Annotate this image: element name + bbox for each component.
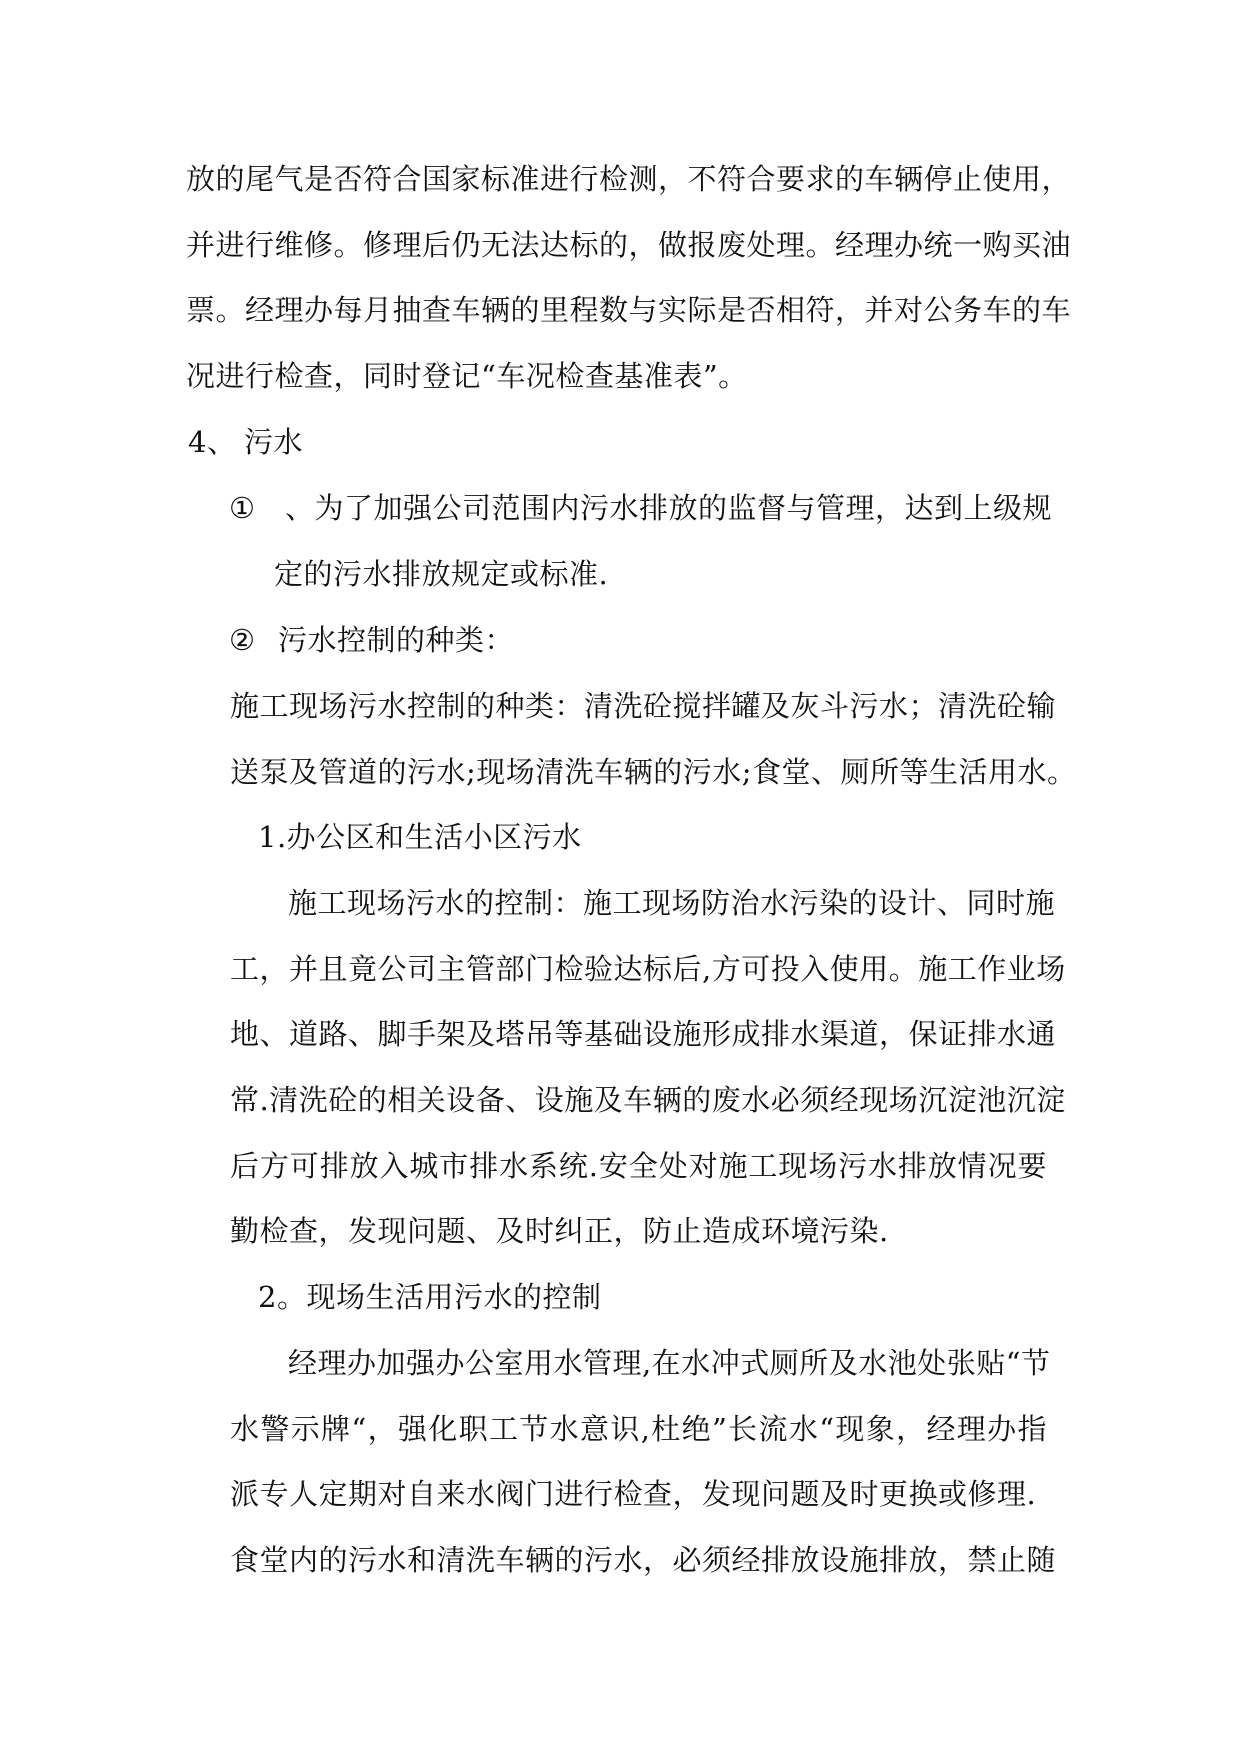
list-marker: ① [229,491,256,525]
paragraph-line: 并进行维修。修理后仍无法达标的，做报废处理。经理办统一购买油 [186,228,1072,262]
paragraph-line: 票。经理办每月抽查车辆的里程数与实际是否相符，并对公务车的车 [186,293,1072,327]
list-item-text: 、为了加强公司范围内污水排放的监督与管理，达到上级规 [285,491,1053,525]
list-item-text: 污水控制的种类： [278,623,515,657]
paragraph-line: 放的尾气是否符合国家标准进行检测，不符合要求的车辆停止使用， [186,162,1072,196]
paragraph-line: 后方可排放入城市排水系统.安全处对施工现场污水排放情况要 [230,1149,1047,1183]
paragraph-line: 水警示牌“，强化职工节水意识,杜绝”长流水“现象，经理办指 [230,1412,1047,1446]
paragraph-line: 派专人定期对自来水阀门进行检查，发现问题及时更换或修理. [230,1477,1037,1511]
paragraph-line: 施工现场污水控制的种类：清洗砼搅拌罐及灰斗污水；清洗砼输 [230,689,1057,723]
paragraph-line: 况进行检查，同时登记“车况检查基准表”。 [186,359,748,393]
subheading: 1.办公区和生活小区污水 [258,820,582,854]
list-marker: ② [229,623,256,657]
paragraph-line: 食堂内的污水和清洗车辆的污水，必须经排放设施排放，禁止随 [230,1543,1057,1577]
paragraph-line: 常.清洗砼的相关设备、设施及车辆的废水必须经现场沉淀池沉淀 [230,1083,1066,1117]
paragraph-line: 送泵及管道的污水;现场清洗车辆的污水;食堂、厕所等生活用水。 [230,755,1077,789]
paragraph-line: 经理办加强办公室用水管理,在水冲式厕所及水池处张贴“节 [288,1346,1051,1380]
paragraph-line: 施工现场污水的控制：施工现场防治水污染的设计、同时施 [288,886,1056,920]
subheading: 2。现场生活用污水的控制 [258,1280,602,1314]
list-item-text: 定的污水排放规定或标准. [274,557,609,591]
section-title: 污水 [244,425,304,459]
paragraph-line: 勤检查，发现问题、及时纠正，防止造成环境污染. [230,1214,889,1248]
section-number: 4、 [188,425,237,459]
paragraph-line: 工，并且竟公司主管部门检验达标后,方可投入使用。施工作业场 [230,952,1066,986]
paragraph-line: 地、道路、脚手架及塔吊等基础设施形成排水渠道，保证排水通 [230,1017,1057,1051]
